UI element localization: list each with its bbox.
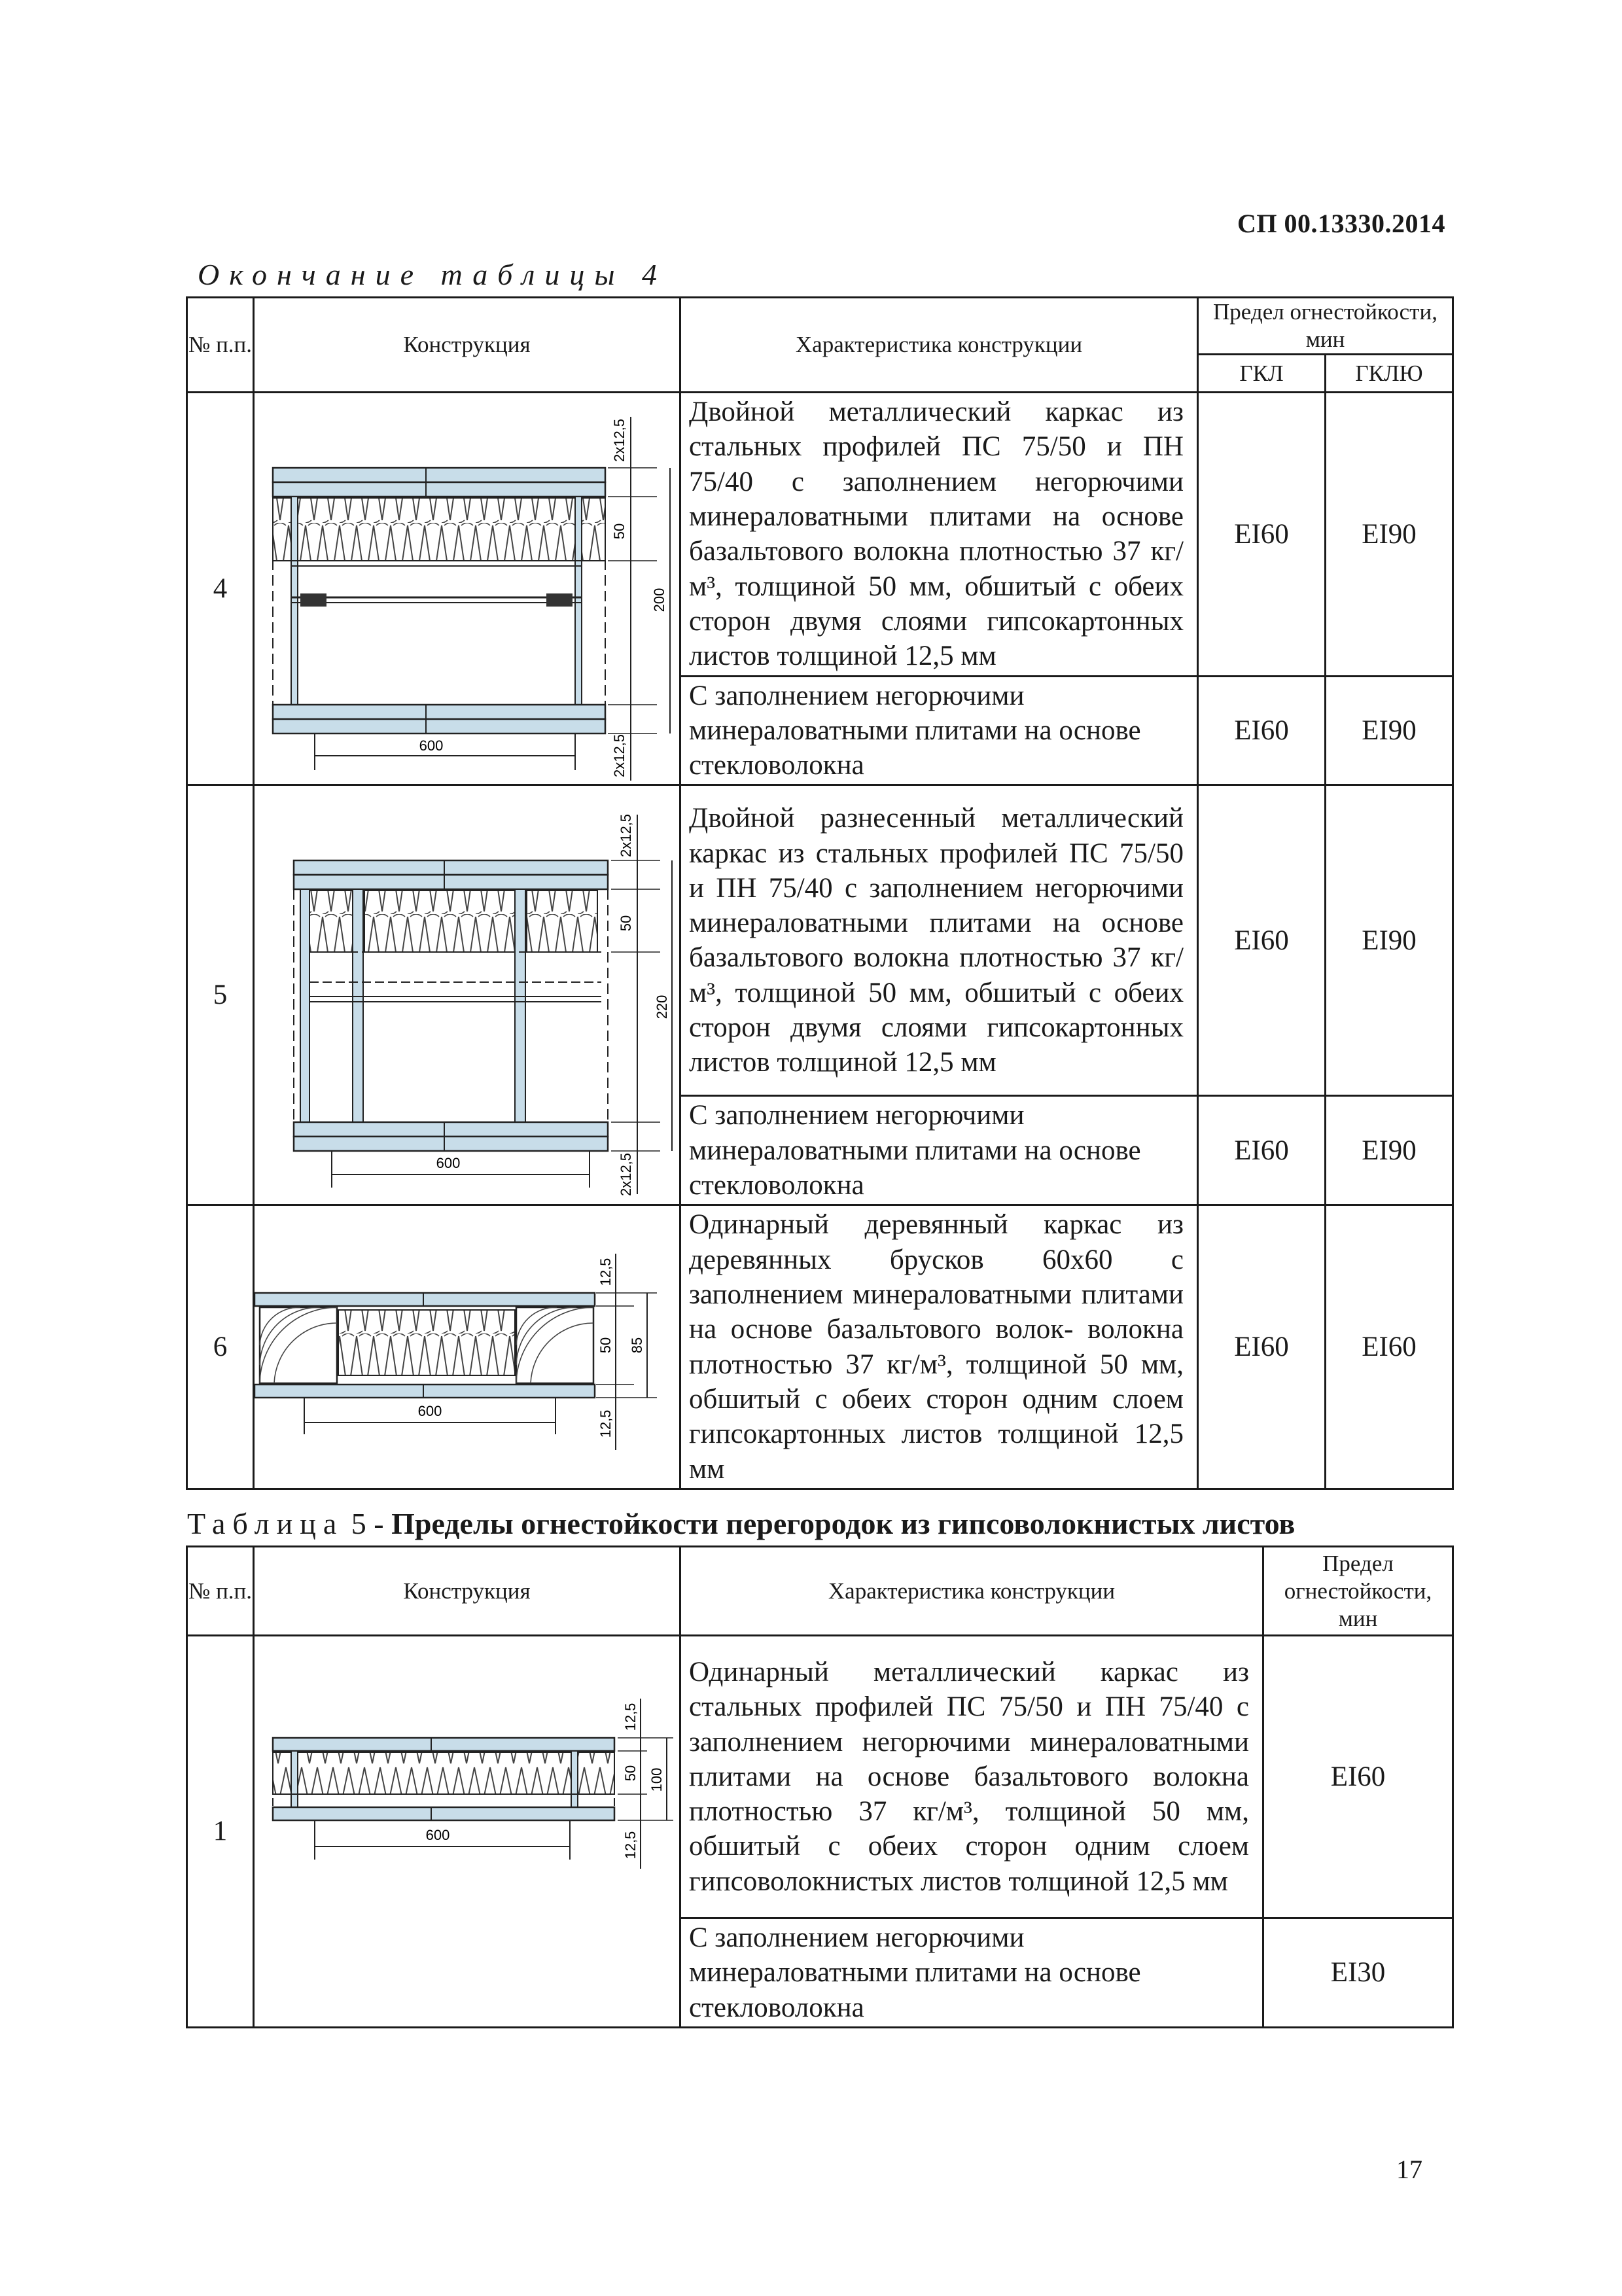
- header-construction: Конструкция: [254, 298, 680, 393]
- dim-bottom-boards: 2x12,5: [611, 733, 627, 777]
- dim-insulation: 50: [597, 1337, 614, 1354]
- table-4-caption: Окончание таблицы 4: [198, 258, 667, 291]
- header-gkl: ГКЛ: [1198, 355, 1326, 393]
- limit-gklyu: EI90: [1326, 785, 1453, 1096]
- limit-gkl: EI60: [1198, 676, 1326, 785]
- table-row: [187, 393, 1453, 677]
- limit-gkl: EI60: [1198, 1205, 1326, 1489]
- construction-description: Двойной разнесенный металлический каркас из стальных профилей ПС 75/50 и ПН 75/40 с заполнением негорючими минераловатными плитами на основе базальтового волокна плотностью 37 кг/м³, толщиной 50 мм, обшитый с обеих сторон двумя слоями гипсокартонных листов толщиной 12,5 мм: [680, 785, 1198, 1096]
- dim-bottom-board: 12,5: [622, 1831, 639, 1860]
- table-5: [186, 1545, 1454, 2028]
- dim-total: 220: [654, 995, 670, 1019]
- dim-top-board: 12,5: [622, 1703, 639, 1731]
- fire-limit: EI60: [1263, 1636, 1453, 1918]
- dim-insulation: 50: [611, 523, 627, 539]
- limit-gkl: EI60: [1198, 1096, 1326, 1205]
- row-number: 4: [187, 393, 254, 785]
- dim-span: 600: [417, 1403, 442, 1420]
- header-characteristic: Характеристика конструкции: [680, 1547, 1263, 1636]
- partition-section-drawing: [255, 788, 681, 1202]
- construction-description: Одинарный деревянный каркас из деревянных брусков 60х60 с заполнением минераловатными плитами на основе базальтового волок- волокна плотностью 37 кг/м³, толщиной 50 мм, обшитый с обеих сторон одним слоем гипсокартонных листов толщиной 12,5 мм: [680, 1205, 1198, 1489]
- header-gklyu: ГКЛЮ: [1326, 355, 1453, 393]
- dim-total: 200: [651, 588, 667, 612]
- construction-description: С заполнением негорючими минераловатными плитами на основе стекловолокна: [680, 1918, 1263, 2028]
- construction-description: Одинарный металлический каркас из стальных профилей ПС 75/50 и ПН 75/40 с заполнением негорючими минераловатными плитами на основе базальтового волокна плотностью 37 кг/м³, толщиной 50 мм, обшитый с обеих сторон одним слоем гипсоволокнистых листов толщиной 12,5 мм: [680, 1636, 1263, 1918]
- dim-span: 600: [419, 737, 444, 754]
- table-4: [186, 296, 1454, 1490]
- dim-top-board: 12,5: [597, 1258, 614, 1286]
- limit-gkl: EI60: [1198, 785, 1326, 1096]
- construction-description: Двойной металлический каркас из стальных профилей ПС 75/50 и ПН 75/40 с заполнением негорючими минераловатными плитами на основе базальтового волокна плотностью 37 кг/м³, толщиной 50 мм, обшитый с обеих сторон двумя слоями гипсокартонных листов толщиной 12,5 мм: [680, 393, 1198, 677]
- table-row: [187, 785, 1453, 1096]
- limit-gklyu: EI90: [1326, 1096, 1453, 1205]
- construction-description: С заполнением негорючими минераловатными плитами на основе стекловолокна: [680, 676, 1198, 785]
- header-construction: Конструкция: [254, 1547, 680, 1636]
- limit-gklyu: EI60: [1326, 1205, 1453, 1489]
- dim-top-boards: 2x12,5: [618, 813, 634, 857]
- table-row: [187, 1205, 1453, 1489]
- dim-top-boards: 2x12,5: [611, 418, 627, 462]
- row-number: 6: [187, 1205, 254, 1489]
- dim-span: 600: [425, 1827, 450, 1844]
- header-fire-limit: Предел огнестойкости, мин: [1263, 1547, 1453, 1636]
- row-number: 1: [187, 1636, 254, 2028]
- dim-span: 600: [436, 1154, 461, 1171]
- header-num: № п.п.: [187, 298, 254, 393]
- header-num: № п.п.: [187, 1547, 254, 1636]
- document-code: СП 00.13330.2014: [1237, 209, 1445, 238]
- dim-total: 85: [629, 1337, 645, 1354]
- dim-bottom-boards: 2x12,5: [618, 1152, 634, 1196]
- dim-bottom-board: 12,5: [597, 1409, 614, 1438]
- table-5-caption-label: Таблица: [187, 1507, 344, 1540]
- limit-gklyu: EI90: [1326, 393, 1453, 677]
- table-5-caption-number: 5 -: [351, 1507, 392, 1540]
- dim-insulation: 50: [622, 1765, 639, 1782]
- table-5-caption-title: Пределы огнестойкости перегородок из гипсоволокнистых листов: [391, 1507, 1296, 1540]
- page-number: 17: [1396, 2155, 1422, 2184]
- construction-drawing: [254, 1636, 680, 2028]
- dim-insulation: 50: [618, 915, 634, 932]
- partition-section-drawing: [255, 397, 681, 781]
- header-fire-limit: Предел огнестойкости, мин: [1198, 298, 1453, 355]
- limit-gklyu: EI90: [1326, 676, 1453, 785]
- construction-drawing: [254, 1205, 680, 1489]
- partition-section-drawing: [255, 1208, 681, 1486]
- partition-section-drawing: [255, 1640, 681, 2022]
- dim-total: 100: [648, 1768, 665, 1792]
- header-characteristic: Характеристика конструкции: [680, 298, 1198, 393]
- table-row: [187, 1636, 1453, 1918]
- row-number: 5: [187, 785, 254, 1205]
- fire-limit: EI30: [1263, 1918, 1453, 2028]
- construction-drawing: [254, 785, 680, 1205]
- limit-gkl: EI60: [1198, 393, 1326, 677]
- table-5-caption: [187, 1506, 1295, 1541]
- construction-drawing: [254, 393, 680, 785]
- construction-description: С заполнением негорючими минераловатными плитами на основе стекловолокна: [680, 1096, 1198, 1205]
